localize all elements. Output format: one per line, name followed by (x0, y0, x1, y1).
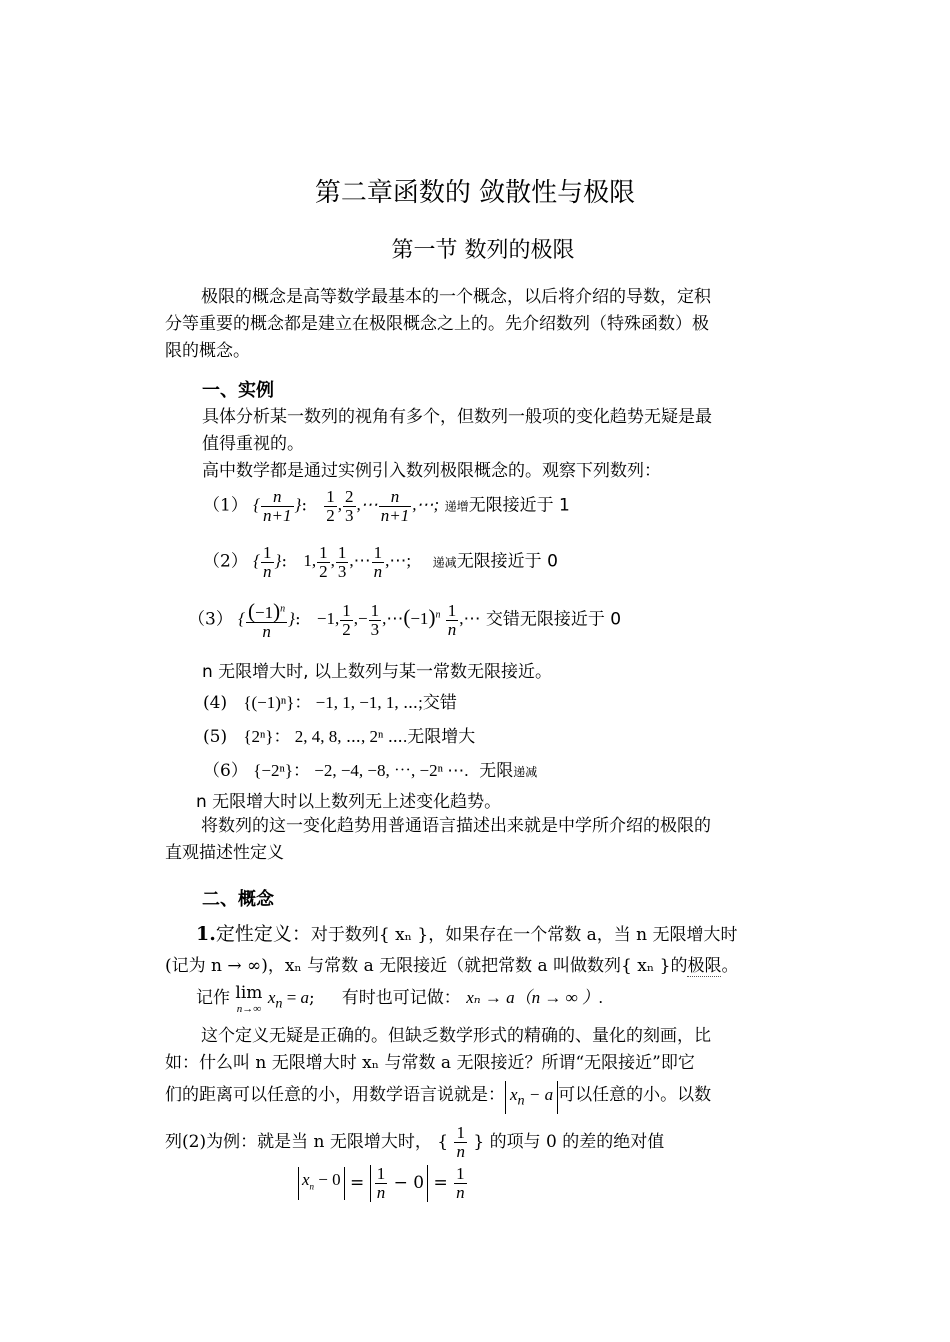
summary-converge: n 无限增大时, 以上数列与某一常数无限接近。 (202, 662, 552, 682)
text-segment: 列(2)为例：就是当 n 无限增大时， (165, 1132, 432, 1153)
intuitive-paragraph (165, 813, 787, 867)
section-heading-concept: 二、概念 (202, 889, 274, 910)
example-label: (5) (203, 727, 228, 747)
definition-number: 1. (196, 923, 216, 945)
limit-term: 极限 (687, 956, 722, 976)
example-sequence: {(−1)ⁿ}： −1, 1, −1, 1, ⋯; (243, 693, 423, 712)
text-segment: 可以任意的小。以数 (558, 1085, 712, 1105)
example-sequence: {2ⁿ}： 2, 4, 8, ⋯, 2ⁿ ⋯. (243, 727, 408, 746)
summary-diverge: n 无限增大时以上数列无上述变化趋势。 (196, 792, 502, 812)
definition-line-2 (165, 953, 738, 979)
example-4 (203, 690, 457, 716)
example-note: 无限接近于 0 (456, 551, 558, 572)
example-6 (203, 758, 537, 785)
example-note-small: 递减 (513, 765, 538, 779)
definition-text: (记为 n → ∞)，xₙ 与常数 a 无限接近（就把常数 a 叫做数列{ xₙ }的 (165, 956, 688, 976)
comment-paragraph (165, 1023, 787, 1161)
example-label: (4) (203, 693, 228, 713)
text-segment: 们的距离可以任意的小，用数学语言说就是： (165, 1085, 505, 1105)
example-note: 无限增大 (407, 727, 476, 747)
text-line: 们的距离可以任意的小，用数学语言说就是： $x_n - a$ 可以任意的小。以数 (165, 1081, 787, 1114)
text-line: 这个定义无疑是正确的。但缺乏数学形式的精确的、量化的刻画，比 (201, 1026, 711, 1046)
notation-alt-label: 有时也可记做： (341, 988, 461, 1008)
example-note: 交错无限接近于 0 (485, 609, 622, 630)
example-note-small: 递增 (444, 499, 469, 514)
text-line: 直观描述性定义 (165, 843, 284, 863)
example-note: 交错 (422, 693, 457, 713)
text-line: 值得重视的。 (202, 434, 304, 454)
definition-title: 定性定义： (215, 923, 311, 945)
example-label: （6） (203, 761, 248, 781)
section-title: 第一节 数列的极限 (391, 238, 575, 263)
example-note-small: 递减 (432, 555, 457, 570)
example-1: （1） { $\frac{n}{n+1}$ }: $\frac{1}{2}$ , $\frac{2}{3}$ ,⋯ $\frac{n}{n+1}$ ,⋯; 递增无限接近于 1 (203, 487, 570, 525)
example-label: （1） (203, 495, 248, 516)
definition-text: 。 (721, 956, 739, 976)
example-label: （2） (203, 551, 248, 572)
example-note: 无限 (479, 761, 514, 781)
example-2: （2） { $\frac{1}{n}$ }: 1, $\frac{1}{2}$ , $\frac{1}{3}$ ,⋯ $\frac{1}{n}$ ,⋯; 递减无限接近于 0 (203, 543, 558, 581)
examples-paragraph (202, 404, 787, 485)
example-sequence: {−2ⁿ}： −2, −4, −8, ⋯, −2ⁿ ⋯. (253, 761, 469, 780)
definition-line-1 (196, 921, 738, 948)
text-segment: 的项与 0 的差的绝对值 (489, 1132, 665, 1153)
example-5 (203, 724, 475, 750)
notation-label: 记作 (196, 988, 230, 1008)
text-line: 列(2)为例：就是当 n 无限增大时， { $\frac{1}{n}$ } 的项与 0 的差的绝对值 (165, 1123, 665, 1162)
example-3: （3） { $\frac{(-1)^n}{n}$ }: −1, $\frac{1}{2}$ ,− $\frac{1}{3}$ $,\cdots(-1)^n$ $\frac{1}{n}$ ,⋯ 交错无限接近于 0 (188, 599, 622, 642)
text-line: 具体分析某一数列的视角有多个，但数列一般项的变化趋势无疑是最 (202, 407, 712, 427)
intro-line: 极限的概念是高等数学最基本的一个概念，以后将介绍的导数，定积 (201, 287, 711, 307)
intro-line: 限的概念。 (165, 341, 250, 361)
example-note: 无限接近于 1 (468, 495, 570, 516)
text-line: 将数列的这一变化趋势用普通语言描述出来就是中学所介绍的极限的 (201, 816, 711, 836)
notation-alt: xₙ → a（n → ∞ ）. (466, 988, 604, 1007)
text-line: 如：什么叫 n 无限增大时 xₙ 与常数 a 无限接近？所谓“无限接近”即它 (165, 1053, 695, 1073)
example-label: （3） (188, 609, 233, 630)
definition-text: 对于数列{ xₙ }，如果存在一个常数 a，当 n 无限增大时 (310, 925, 738, 945)
text-line: 高中数学都是通过实例引入数列极限概念的。观察下列数列： (202, 461, 661, 481)
intro-line: 分等重要的概念都是建立在极限概念之上的。先介绍数列（特殊函数）极 (165, 314, 709, 334)
abs-difference-formula: $x_n - 0$ = $\frac{1}{n}$ − 0 = $\frac{1}{n}$ (298, 1165, 468, 1202)
notation-line: 记作 lim n→∞ $x_n = a$; 有时也可记做： xₙ → a（n → ∞ ）. (196, 983, 604, 1015)
section-heading-examples: 一、实例 (202, 380, 274, 401)
intro-paragraph (165, 284, 787, 365)
chapter-title: 第二章函数的 敛散性与极限 (314, 178, 636, 208)
